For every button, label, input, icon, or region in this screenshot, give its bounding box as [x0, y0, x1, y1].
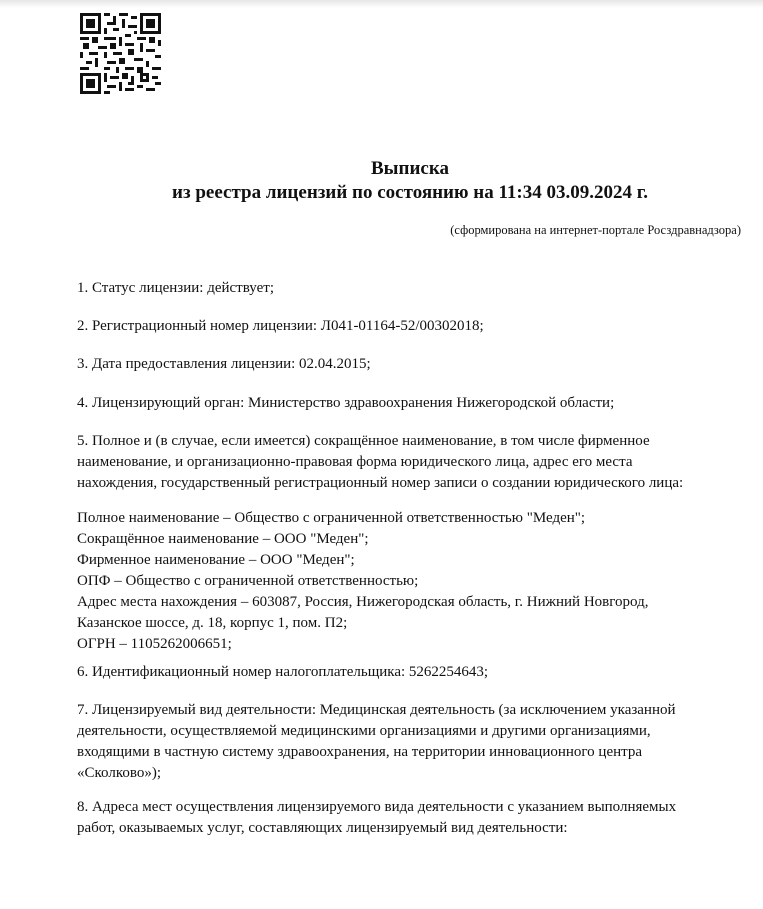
- brand-name-line: Фирменное наименование – ООО "Меден";: [77, 552, 355, 568]
- qr-code-icon: [80, 13, 161, 94]
- text-line: работ, оказываемых услуг, составляющих лицензируемый вид деятельности:: [77, 820, 568, 836]
- item-license-status: 1. Статус лицензии: действует;: [77, 280, 274, 296]
- document-subtitle: из реестра лицензий по состоянию на 11:34 03.09.2024 г.: [172, 182, 648, 203]
- org-details: [77, 508, 737, 655]
- legal-form-line: ОПФ – Общество с ограниченной ответственностью;: [77, 573, 419, 589]
- text-line: деятельности, осуществляемой медицинскими организациями и другими организациями,: [77, 723, 651, 739]
- text-line: 7. Лицензируемый вид деятельности: Медицинская деятельность (за исключением указанной: [77, 702, 676, 718]
- item-issue-date: 3. Дата предоставления лицензии: 02.04.2015;: [77, 356, 371, 372]
- item-registration-number: 2. Регистрационный номер лицензии: Л041-01164-52/00302018;: [77, 318, 484, 334]
- address-line: Адрес места нахождения – 603087, Россия, Нижегородская область, г. Нижний Новгород,: [77, 594, 649, 610]
- document-title: Выписка: [371, 158, 449, 179]
- address-line-cont: Казанское шоссе, д. 18, корпус 1, пом. П2;: [77, 615, 348, 631]
- ogrn-line: ОГРН – 1105262006651;: [77, 636, 232, 652]
- item-activity-addresses: [77, 797, 737, 839]
- full-name-line: Полное наименование – Общество с ограниченной ответственностью "Меден";: [77, 510, 586, 526]
- text-line: входящими в частную систему здравоохранения, на территории инновационного центра: [77, 744, 643, 760]
- text-line: нахождения, государственный регистрационный номер записи о создании юридического лица:: [77, 475, 684, 491]
- item-licensing-authority: 4. Лицензирующий орган: Министерство здравоохранения Нижегородской области;: [77, 395, 615, 411]
- short-name-line: Сокращённое наименование – ООО "Меден";: [77, 531, 369, 547]
- item-inn: 6. Идентификационный номер налогоплательщика: 5262254643;: [77, 664, 489, 680]
- item-names-intro: [77, 431, 737, 494]
- text-line: 8. Адреса мест осуществления лицензируемого вида деятельности с указанием выполняемых: [77, 799, 677, 815]
- item-licensed-activity: [77, 700, 737, 784]
- text-line: наименование, и организационно-правовая форма юридического лица, адрес его места: [77, 454, 633, 470]
- source-note: (сформирована на интернет-портале Росздравнадзора): [450, 223, 741, 237]
- text-line: «Сколково»);: [77, 765, 161, 781]
- text-line: 5. Полное и (в случае, если имеется) сокращённое наименование, в том числе фирменное: [77, 433, 650, 449]
- viewer-top-shadow: [0, 0, 763, 8]
